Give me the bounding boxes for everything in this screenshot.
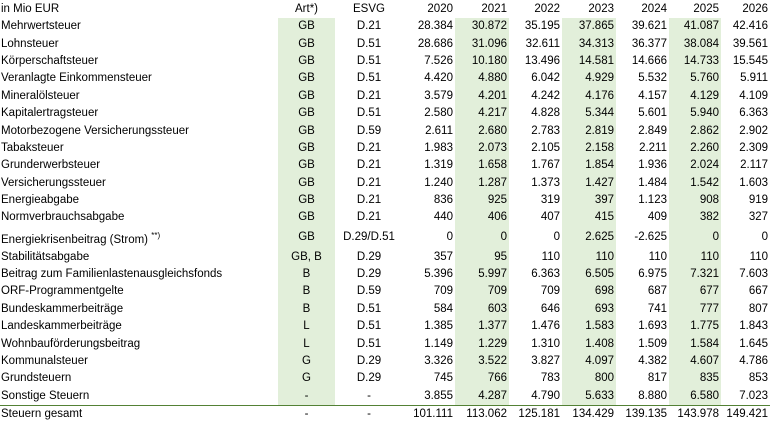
row-art: GB: [278, 227, 335, 249]
row-value: 10.180: [455, 53, 509, 70]
row-value: 1.287: [455, 175, 509, 192]
row-art: GB: [278, 122, 335, 139]
row-value: 125.181: [509, 406, 562, 423]
row-esvg: D.59: [356, 285, 382, 298]
row-value: 110: [562, 249, 616, 266]
row-art: GB: [278, 209, 335, 226]
row-label: [0, 140, 278, 157]
row-value: 4.880: [455, 70, 509, 87]
row-value: 6.363: [739, 107, 768, 120]
row-value: 5.532: [638, 72, 667, 85]
row-value: 1.584: [669, 335, 721, 352]
row-value: 4.201: [455, 88, 509, 105]
row-esvg: D.29: [356, 372, 382, 385]
table-row: [0, 192, 770, 209]
row-value: 13.496: [524, 54, 560, 67]
table-row: [0, 70, 770, 87]
row-label: [0, 192, 278, 209]
row-value: 39.561: [732, 37, 768, 50]
row-value: 4.217: [455, 105, 509, 122]
row-value: 0: [455, 227, 509, 249]
row-value: 1.484: [638, 176, 667, 189]
header-row: [0, 0, 770, 18]
row-label: [0, 283, 278, 300]
row-value: 8.880: [638, 389, 667, 402]
row-value: 406: [455, 209, 509, 226]
row-label-text: Normverbrauchsabgabe: [1, 211, 125, 224]
row-value: 1.476: [531, 320, 560, 333]
row-value: 38.084: [669, 35, 721, 52]
row-value: 1.373: [531, 176, 560, 189]
row-value: 30.872: [455, 18, 509, 35]
row-value: 1.377: [455, 318, 509, 335]
row-value: 113.062: [455, 406, 509, 423]
row-value: 42.416: [732, 20, 768, 33]
header-unit-label: in Mio EUR: [0, 0, 278, 18]
row-esvg: D.51: [356, 337, 382, 350]
row-label-text: Körperschaftsteuer: [1, 54, 99, 67]
row-value: 2.211: [639, 141, 667, 154]
row-value: 5.911: [740, 72, 768, 85]
row-value: 1.693: [638, 320, 667, 333]
table-row: [0, 88, 770, 105]
row-value: 603: [455, 301, 509, 318]
row-value: 1.427: [562, 175, 616, 192]
row-label-text: Mehrwertsteuer: [1, 20, 81, 33]
row-value: 2.862: [669, 122, 721, 139]
row-value: 4.828: [531, 107, 560, 120]
row-art: GB: [278, 105, 335, 122]
row-value: 2.105: [531, 141, 560, 154]
row-value: 1.310: [531, 337, 560, 350]
row-value: 709: [540, 285, 560, 298]
row-value: 709: [455, 283, 509, 300]
row-value: 1.583: [562, 318, 616, 335]
row-esvg: D.21: [356, 89, 382, 102]
row-label-text: Lohnsteuer: [1, 37, 59, 50]
row-value: 34.313: [562, 35, 616, 52]
row-art: GB: [278, 70, 335, 87]
row-art: GB: [278, 53, 335, 70]
row-value: 1.767: [531, 159, 560, 172]
row-value: 139.135: [616, 406, 669, 423]
row-value: 28.384: [417, 20, 453, 33]
row-value: 110: [749, 250, 768, 263]
header-year: 2020: [403, 0, 455, 18]
header-year: 2021: [455, 0, 509, 18]
row-esvg: D.29/D.51: [343, 231, 395, 244]
row-label-text: Wohnbauförderungsbeitrag: [1, 337, 141, 350]
table-row: [0, 283, 770, 300]
row-value: 908: [669, 192, 721, 209]
header-year: 2023: [562, 0, 616, 18]
row-label: [0, 249, 278, 266]
row-label: [0, 175, 278, 192]
row-esvg: D.51: [356, 320, 382, 333]
row-value: 4.242: [531, 89, 560, 102]
row-value: 2.783: [531, 124, 560, 137]
row-value: 3.326: [424, 355, 453, 368]
row-esvg: D.51: [356, 107, 382, 120]
row-value: 836: [433, 194, 453, 207]
row-esvg: D.21: [356, 194, 382, 207]
table-row: [0, 301, 770, 318]
row-value: 3.827: [531, 355, 560, 368]
row-label-text: Motorbezogene Versicherungssteuer: [1, 124, 189, 137]
row-esvg: D.29: [356, 268, 382, 281]
row-value: 95: [455, 249, 509, 266]
row-art: G: [278, 353, 335, 370]
row-value: 3.522: [455, 353, 509, 370]
row-value: 1.229: [455, 335, 509, 352]
row-label: [0, 157, 278, 174]
row-value: 6.580: [669, 388, 721, 406]
row-value: 110: [541, 250, 560, 263]
row-value: 327: [748, 211, 768, 224]
row-value: 4.382: [638, 355, 667, 368]
row-value: 397: [562, 192, 616, 209]
row-esvg: D.29: [356, 355, 382, 368]
row-art: B: [278, 266, 335, 283]
row-value: 31.096: [455, 35, 509, 52]
row-value: 1.385: [424, 320, 453, 333]
row-value: 5.601: [638, 107, 667, 120]
footnote-mark: **): [151, 230, 161, 240]
row-label-text: Bundeskammerbeiträge: [1, 302, 124, 315]
row-art: GB: [278, 157, 335, 174]
row-value: 584: [433, 302, 453, 315]
row-value: -2.625: [634, 231, 667, 244]
row-label-text: Kommunalsteuer: [1, 355, 88, 368]
row-label-text: Energiekrisenbeitrag (Strom): [1, 233, 149, 246]
row-value: 357: [433, 250, 453, 263]
row-label: [0, 406, 278, 423]
row-esvg: -: [367, 389, 371, 402]
row-value: 14.581: [562, 53, 616, 70]
row-value: 2.117: [740, 159, 768, 172]
row-esvg: -: [335, 406, 403, 423]
row-esvg: D.51: [356, 72, 382, 85]
header-year: 2024: [616, 0, 669, 18]
table-row: [0, 140, 770, 157]
row-label-text: Steuern gesamt: [1, 408, 83, 421]
row-value: 35.195: [524, 20, 560, 33]
row-value: 36.377: [631, 37, 667, 50]
row-art: L: [278, 318, 335, 335]
row-value: 4.097: [562, 353, 616, 370]
table-row: [0, 157, 770, 174]
row-value: 7.526: [424, 54, 453, 67]
row-label: [0, 88, 278, 105]
table-row: [0, 370, 770, 387]
row-value: 1.603: [739, 176, 768, 189]
row-value: 0: [553, 231, 560, 244]
row-value: 1.319: [424, 159, 453, 172]
table-row: [0, 335, 770, 352]
table-row: [0, 249, 770, 266]
row-label: [0, 266, 278, 283]
row-art: GB, B: [278, 249, 335, 266]
row-value: 2.309: [739, 141, 768, 154]
row-art: B: [278, 283, 335, 300]
row-value: 0: [669, 227, 721, 249]
row-value: 4.929: [562, 70, 616, 87]
header-art: Art*): [278, 0, 335, 18]
row-label-text: ORF-Programmentgelte: [1, 285, 124, 298]
row-value: 3.855: [424, 389, 453, 402]
row-value: 149.421: [721, 406, 770, 423]
total-row: [0, 406, 770, 423]
row-value: 677: [669, 283, 721, 300]
row-value: 4.786: [739, 355, 768, 368]
table-row: [0, 227, 770, 249]
header-esvg: ESVG: [335, 0, 403, 18]
row-value: 646: [540, 302, 560, 315]
row-value: 41.087: [669, 18, 721, 35]
row-value: 693: [562, 301, 616, 318]
row-label-text: Landeskammerbeiträge: [1, 320, 122, 333]
row-value: 143.978: [669, 406, 721, 423]
table-row: [0, 388, 770, 406]
table-row: [0, 35, 770, 52]
row-label-text: Stabilitätsabgabe: [1, 250, 90, 263]
row-art: GB: [278, 35, 335, 52]
row-value: 0: [446, 231, 453, 244]
row-value: 741: [647, 302, 667, 315]
row-value: 1.936: [638, 159, 667, 172]
row-esvg: D.21: [356, 159, 382, 172]
row-value: 1.542: [669, 175, 721, 192]
row-esvg: D.29: [356, 250, 382, 263]
row-label-text: Grunderwerbsteuer: [1, 159, 101, 172]
row-label-text: Versicherungssteuer: [1, 176, 106, 189]
row-value: 783: [540, 372, 560, 385]
row-value: 134.429: [562, 406, 616, 423]
row-value: 4.109: [739, 89, 768, 102]
row-value: 6.975: [638, 268, 667, 281]
header-year: 2026: [721, 0, 770, 18]
row-value: 1.854: [562, 157, 616, 174]
row-value: 440: [433, 211, 453, 224]
row-esvg: D.51: [356, 37, 382, 50]
row-art: GB: [278, 175, 335, 192]
row-esvg: D.51: [356, 302, 382, 315]
row-value: 319: [540, 194, 560, 207]
row-value: 1.775: [669, 318, 721, 335]
row-value: 1.509: [638, 337, 667, 350]
table-row: [0, 318, 770, 335]
table-row: [0, 353, 770, 370]
row-value: 2.580: [424, 107, 453, 120]
row-value: 807: [748, 302, 768, 315]
header-year: 2022: [509, 0, 562, 18]
row-label: [0, 388, 278, 406]
row-value: 2.625: [562, 227, 616, 249]
row-value: 7.603: [739, 268, 768, 281]
row-value: 2.611: [425, 124, 453, 137]
row-value: 4.607: [669, 353, 721, 370]
row-art: G: [278, 370, 335, 387]
table-row: [0, 175, 770, 192]
table-row: [0, 266, 770, 283]
row-value: 37.865: [562, 18, 616, 35]
row-esvg: D.51: [356, 54, 382, 67]
row-value: 5.760: [669, 70, 721, 87]
row-label: [0, 122, 278, 139]
table-row: [0, 105, 770, 122]
row-label: [0, 209, 278, 226]
row-esvg: D.21: [356, 20, 382, 33]
header-year: 2025: [669, 0, 721, 18]
row-art: GB: [278, 140, 335, 157]
row-value: 1.240: [424, 176, 453, 189]
row-value: 1.658: [455, 157, 509, 174]
row-value: 2.819: [562, 122, 616, 139]
row-value: 1.843: [739, 320, 768, 333]
table-row: [0, 209, 770, 226]
row-label-text: Kapitalertragsteuer: [1, 107, 99, 120]
row-esvg: D.21: [356, 211, 382, 224]
row-label-text: Veranlagte Einkommensteuer: [1, 72, 152, 85]
row-value: 667: [748, 285, 768, 298]
row-value: 4.790: [531, 389, 560, 402]
row-value: 835: [669, 370, 721, 387]
row-value: 4.287: [455, 388, 509, 406]
row-art: B: [278, 301, 335, 318]
row-label-text: Grundsteuern: [1, 372, 72, 385]
row-esvg: D.21: [356, 141, 382, 154]
row-label-text: Sonstige Steuern: [1, 389, 90, 402]
table-row: [0, 122, 770, 139]
row-value: 7.321: [669, 266, 721, 283]
row-label: [0, 318, 278, 335]
row-art: GB: [278, 192, 335, 209]
row-value: 853: [748, 372, 768, 385]
row-value: 4.129: [669, 88, 721, 105]
row-label: [0, 35, 278, 52]
row-value: 777: [669, 301, 721, 318]
row-art: GB: [278, 18, 335, 35]
row-value: 1.149: [424, 337, 453, 350]
row-value: 14.666: [631, 54, 667, 67]
row-label: [0, 53, 278, 70]
row-value: 4.157: [638, 89, 667, 102]
table-row: [0, 53, 770, 70]
row-value: 7.023: [739, 389, 768, 402]
row-label: [0, 18, 278, 35]
row-value: 110: [648, 250, 667, 263]
row-value: 1.645: [739, 337, 768, 350]
row-value: 6.505: [562, 266, 616, 283]
row-value: 5.344: [562, 105, 616, 122]
row-label: [0, 353, 278, 370]
row-value: 407: [540, 211, 560, 224]
row-label: [0, 227, 278, 249]
row-value: 6.042: [531, 72, 560, 85]
row-value: 6.363: [531, 268, 560, 281]
row-label-text: Tabaksteuer: [1, 141, 64, 154]
row-value: 14.733: [669, 53, 721, 70]
row-value: 4.176: [562, 88, 616, 105]
row-value: 1.983: [424, 141, 453, 154]
row-value: 5.633: [562, 388, 616, 406]
table-row: [0, 18, 770, 35]
row-label: [0, 301, 278, 318]
row-value: 5.396: [424, 268, 453, 281]
row-label: [0, 370, 278, 387]
row-art: -: [278, 388, 335, 406]
row-value: 817: [647, 372, 667, 385]
row-art: GB: [278, 88, 335, 105]
row-label: [0, 105, 278, 122]
row-value: 15.545: [732, 54, 768, 67]
row-value: 2.680: [455, 122, 509, 139]
row-value: 5.997: [455, 266, 509, 283]
row-value: 698: [562, 283, 616, 300]
row-value: 415: [562, 209, 616, 226]
row-label-text: Energieabgabe: [1, 194, 80, 207]
row-label: [0, 335, 278, 352]
row-value: 32.611: [525, 37, 560, 50]
row-value: 2.849: [638, 124, 667, 137]
row-art: L: [278, 335, 335, 352]
row-value: 4.420: [424, 72, 453, 85]
row-value: 925: [455, 192, 509, 209]
row-value: 2.902: [739, 124, 768, 137]
row-value: 110: [669, 249, 721, 266]
row-value: 5.940: [669, 105, 721, 122]
row-value: 709: [433, 285, 453, 298]
row-value: 800: [562, 370, 616, 387]
row-value: 1.123: [638, 194, 667, 207]
row-label-text: Beitrag zum Familienlastenausgleichsfonds: [1, 268, 223, 281]
row-value: 382: [669, 209, 721, 226]
row-value: 39.621: [631, 20, 667, 33]
row-value: 101.111: [403, 406, 455, 423]
row-value: 2.260: [669, 140, 721, 157]
row-value: 409: [647, 211, 667, 224]
row-value: 2.024: [669, 157, 721, 174]
row-value: 2.158: [562, 140, 616, 157]
row-value: 766: [455, 370, 509, 387]
row-label: [0, 70, 278, 87]
row-value: 687: [647, 285, 667, 298]
row-esvg: D.59: [356, 124, 382, 137]
row-value: 745: [433, 372, 453, 385]
row-value: 1.408: [562, 335, 616, 352]
row-value: 3.579: [424, 89, 453, 102]
row-art: -: [278, 406, 335, 423]
row-value: 919: [748, 194, 768, 207]
row-value: 2.073: [455, 140, 509, 157]
row-label-text: Mineralölsteuer: [1, 89, 80, 102]
row-value: 0: [761, 231, 768, 244]
row-value: 28.686: [417, 37, 453, 50]
row-esvg: D.21: [356, 176, 382, 189]
